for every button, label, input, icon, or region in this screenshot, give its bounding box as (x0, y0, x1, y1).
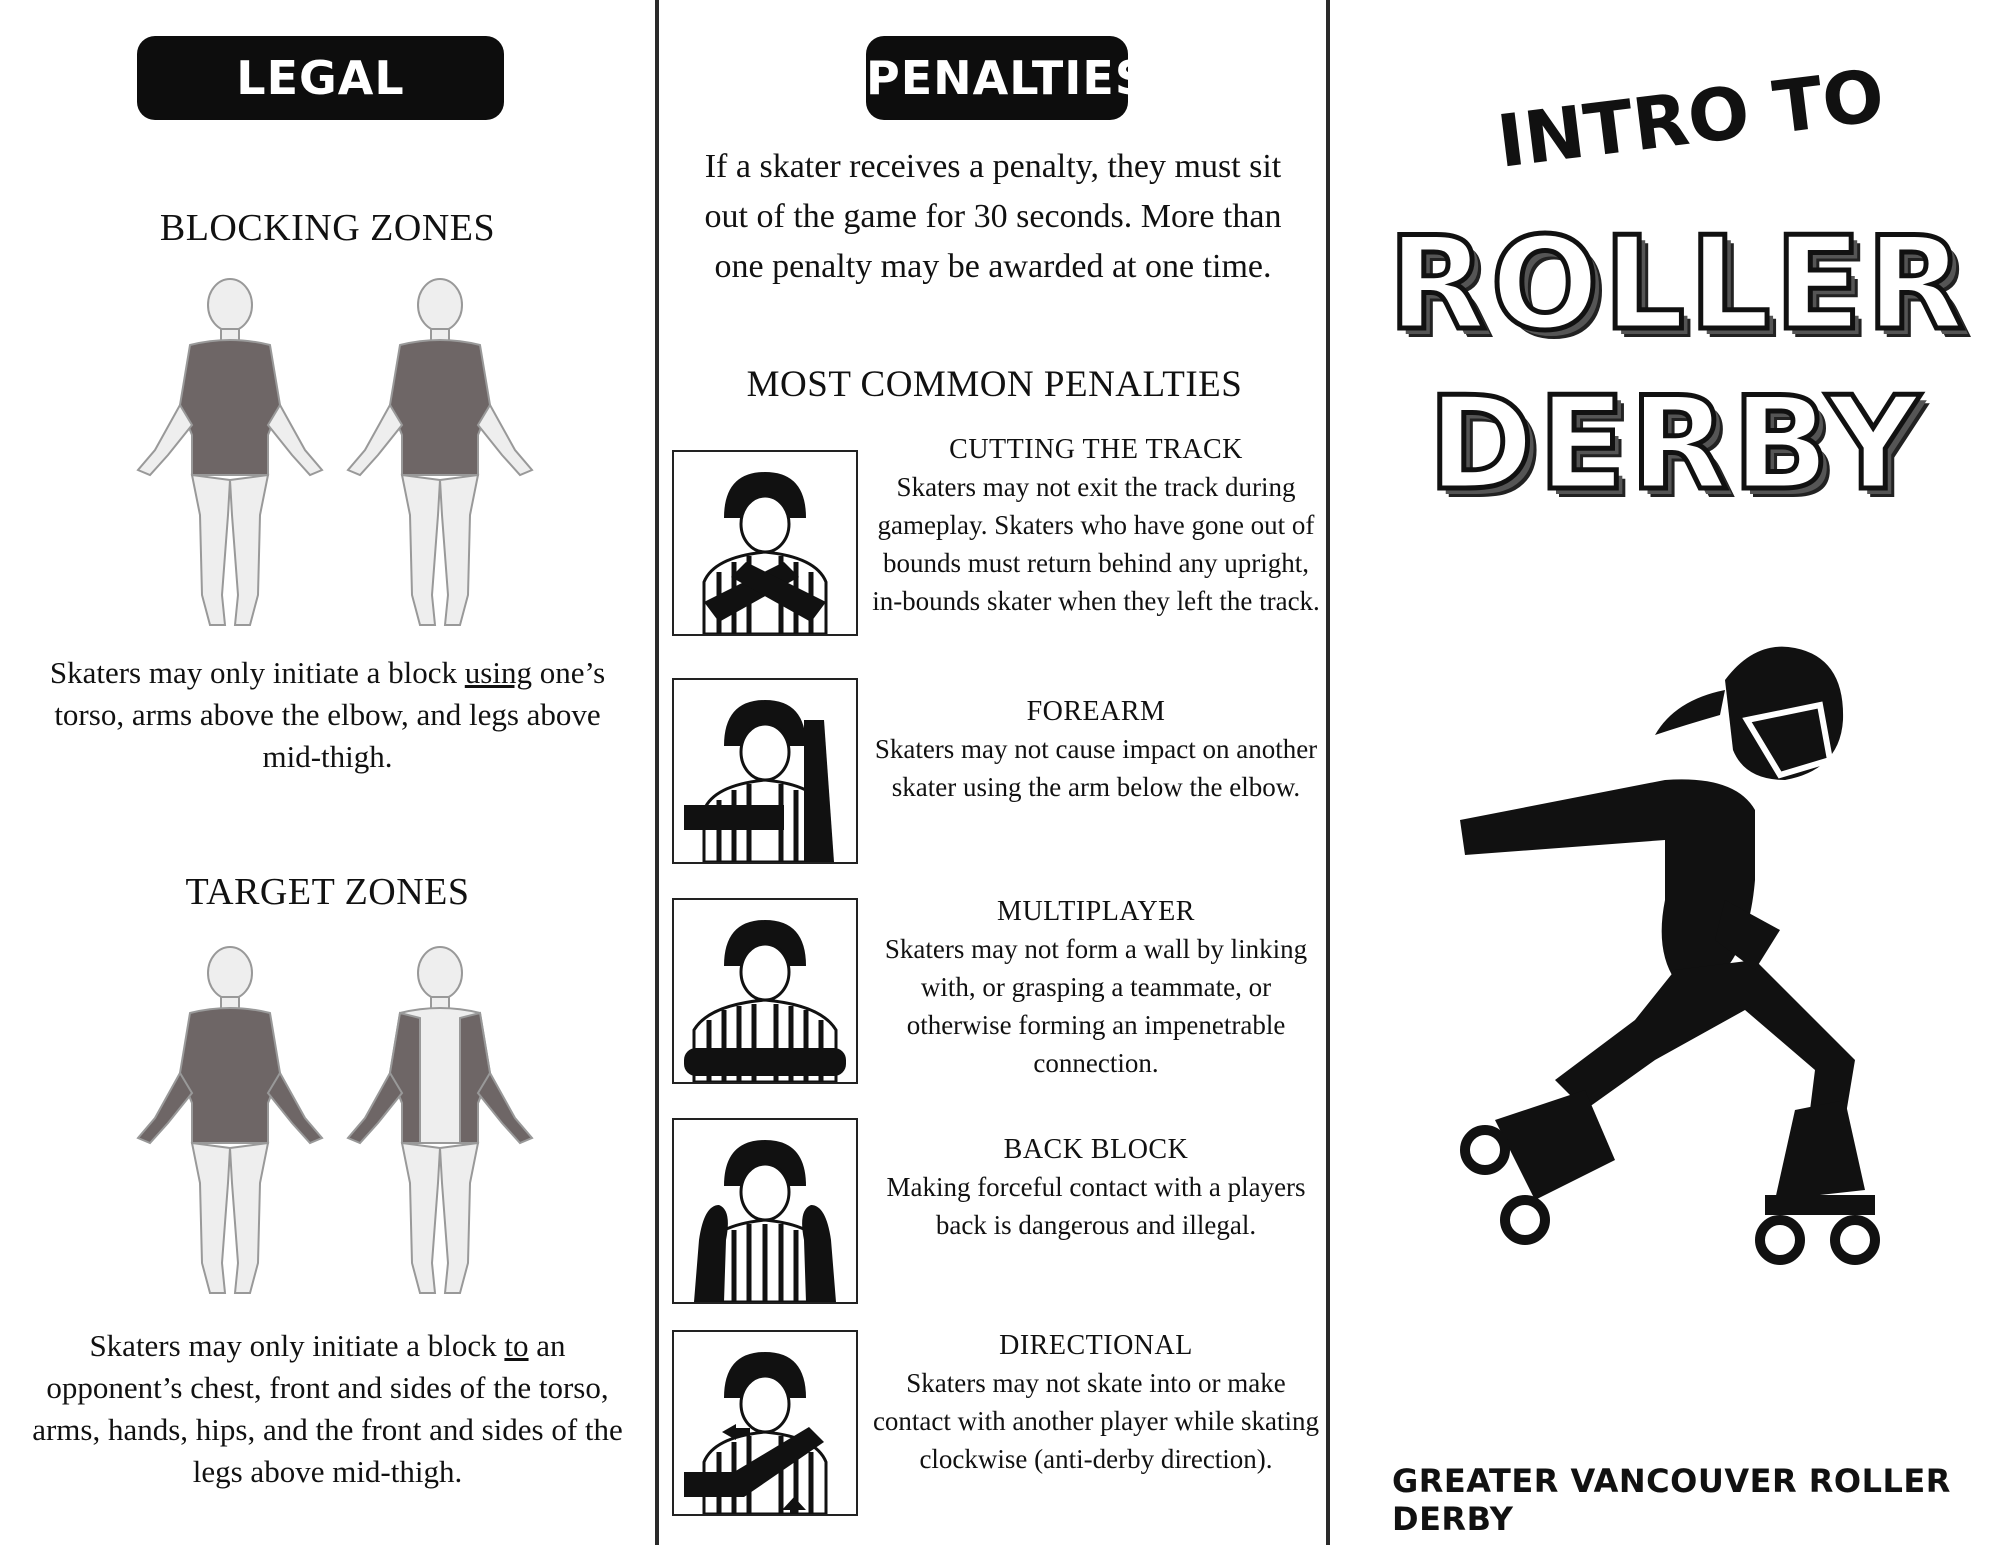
org-footer: GREATER VANCOUVER ROLLER DERBY (1392, 1462, 1951, 1538)
derby-heading: DERBY (1428, 370, 1924, 519)
target-zones-text: Skaters may only initiate a block to an opponent’s chest, front and sides of the torso, arms, hands, hips, and the front and sides of the legs above mid-thigh. (32, 1328, 623, 1489)
intro-to-heading: INTRO TO (1492, 53, 1889, 184)
referee-signal-icon (672, 898, 858, 1084)
penalty-text: FOREARM Skaters may not cause impact on another skater using the arm below the elbow. (874, 696, 1318, 802)
blocking-zones-diagram (120, 275, 540, 640)
most-common-heading: MOST COMMON PENALTIES (746, 364, 1243, 405)
blocking-zones-text: Skaters may only initiate a block using one’s torso, arms above the elbow, and legs above mid-thigh. (49, 655, 606, 774)
body-front-icon (138, 947, 322, 1293)
legal-contact-badge: LEGAL CONTACT (137, 36, 504, 120)
body-back-icon (348, 279, 532, 625)
penalties-badge: PENALTIES (866, 36, 1128, 120)
cover-panel (1330, 0, 2000, 1545)
penalty-text: BACK BLOCK Making forceful contact with a players back is dangerous and illegal. (886, 1134, 1306, 1240)
referee-signal-icon (672, 678, 858, 864)
penalties-panel (655, 0, 1330, 1545)
legal-contact-panel (0, 0, 655, 1545)
blocking-zones-heading: BLOCKING ZONES (159, 207, 496, 249)
referee-signal-icon (672, 1118, 858, 1304)
roller-skater-icon (1425, 640, 1905, 1270)
penalty-text: MULTIPLAYER Skaters may not form a wall by linking with, or grasping a teammate, or otherwise forming an impenetrable connection. (884, 896, 1308, 1078)
penalty-text: CUTTING THE TRACK Skaters may not exit the track during gameplay. Skaters who have gone out of bounds must return behind any upright, in-bounds skater when they left the track. (872, 434, 1320, 616)
penalty-text: DIRECTIONAL Skaters may not skate into or make contact with another player while skating clockwise (anti-derby direction). (872, 1330, 1320, 1474)
referee-signal-icon (672, 450, 858, 636)
penalties-intro: If a skater receives a penalty, they must sit out of the game for 30 seconds. More than one penalty may be awarded at one time. (704, 148, 1282, 285)
referee-signal-icon (672, 1330, 858, 1516)
body-back-icon (348, 947, 532, 1293)
target-zones-diagram (120, 943, 540, 1308)
body-front-icon (138, 279, 322, 625)
target-zones-heading: TARGET ZONES (185, 871, 470, 913)
roller-heading: ROLLER (1388, 210, 1969, 359)
